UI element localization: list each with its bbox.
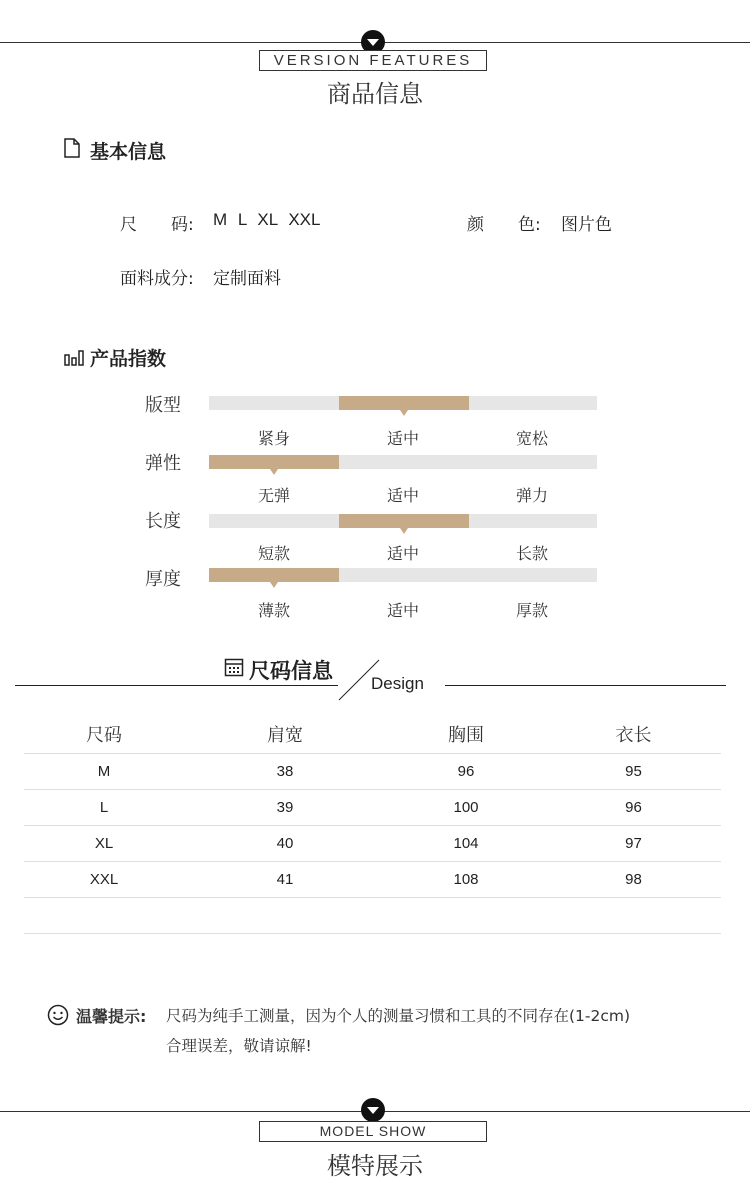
size-table (24, 715, 721, 934)
index-option: 宽松 (515, 429, 548, 448)
table-cell: 38 (184, 754, 386, 790)
size-table-header-cell: 尺码 (24, 715, 184, 754)
index-option: 薄款 (257, 601, 290, 620)
index-option: 适中 (386, 429, 419, 448)
color-label: 颜 色: (467, 215, 541, 235)
footer-cn-title: 模特展示 (327, 1152, 423, 1180)
index-track (209, 396, 597, 410)
index-track (209, 568, 597, 582)
chevron-down-icon (361, 1098, 385, 1122)
table-row (24, 790, 721, 826)
size-table-header-cell: 胸围 (386, 715, 546, 754)
index-row-label: 长度 (145, 511, 181, 532)
index-option: 适中 (386, 544, 419, 563)
size-table-header (24, 715, 721, 754)
table-cell: 95 (546, 754, 721, 790)
table-cell: 39 (184, 790, 386, 826)
size-info-title: 尺码信息 (249, 659, 333, 683)
table-cell: XL (24, 826, 184, 862)
header-en-label: VERSION FEATURES (259, 50, 487, 71)
table-cell: 98 (546, 862, 721, 898)
table-cell-empty (546, 898, 721, 934)
table-cell-empty (386, 898, 546, 934)
size-info-divider-right (445, 685, 726, 686)
table-cell: 41 (184, 862, 386, 898)
index-marker (339, 396, 469, 410)
fabric-label: 面料成分: (120, 269, 194, 289)
table-cell: 100 (386, 790, 546, 826)
index-row-label: 厚度 (145, 569, 181, 590)
index-option: 长款 (515, 544, 548, 563)
index-marker (339, 514, 469, 528)
table-cell: 108 (386, 862, 546, 898)
size-info-divider-left (15, 685, 338, 686)
index-track (209, 514, 597, 528)
fabric-value: 定制面料 (213, 269, 281, 289)
table-cell-empty (184, 898, 386, 934)
table-cell: 96 (386, 754, 546, 790)
tip-label: 温馨提示: (76, 1007, 147, 1026)
footer-en-label: MODEL SHOW (259, 1121, 487, 1142)
index-option: 紧身 (257, 429, 290, 448)
table-cell: M (24, 754, 184, 790)
index-marker (209, 568, 339, 582)
size-value: M L XL XXL (213, 210, 321, 229)
smiley-icon (47, 1004, 69, 1030)
index-row-label: 版型 (145, 395, 181, 416)
index-option: 无弹 (257, 486, 290, 505)
table-row (24, 754, 721, 790)
table-row (24, 826, 721, 862)
table-cell-empty (24, 898, 184, 934)
index-option: 适中 (386, 601, 419, 620)
index-option: 厚款 (515, 601, 548, 620)
table-cell: 40 (184, 826, 386, 862)
document-icon (64, 138, 80, 162)
table-cell: 96 (546, 790, 721, 826)
index-track (209, 455, 597, 469)
size-label: 尺 码: (120, 215, 194, 235)
index-row-label: 弹性 (145, 453, 181, 474)
table-cell: 104 (386, 826, 546, 862)
header-cn-title: 商品信息 (327, 80, 423, 108)
index-option: 适中 (386, 486, 419, 505)
basic-info-title: 基本信息 (90, 141, 167, 163)
table-row (24, 862, 721, 898)
size-table-header-cell: 肩宽 (184, 715, 386, 754)
color-value: 图片色 (561, 215, 612, 235)
calendar-icon (224, 657, 244, 681)
table-cell: L (24, 790, 184, 826)
table-cell: XXL (24, 862, 184, 898)
design-label: Design (371, 674, 424, 693)
table-cell: 97 (546, 826, 721, 862)
size-table-header-cell: 衣长 (546, 715, 721, 754)
bar-chart-icon (64, 347, 84, 371)
index-option: 弹力 (515, 486, 548, 505)
index-marker (209, 455, 339, 469)
table-row-empty (24, 898, 721, 934)
tip-line-1: 尺码为纯手工测量，因为个人的测量习惯和工具的不同存在(1-2cm) (166, 1007, 631, 1025)
tip-line-2: 合理误差，敬请谅解! (166, 1037, 312, 1055)
product-index-title: 产品指数 (90, 348, 167, 370)
index-option: 短款 (257, 544, 290, 563)
